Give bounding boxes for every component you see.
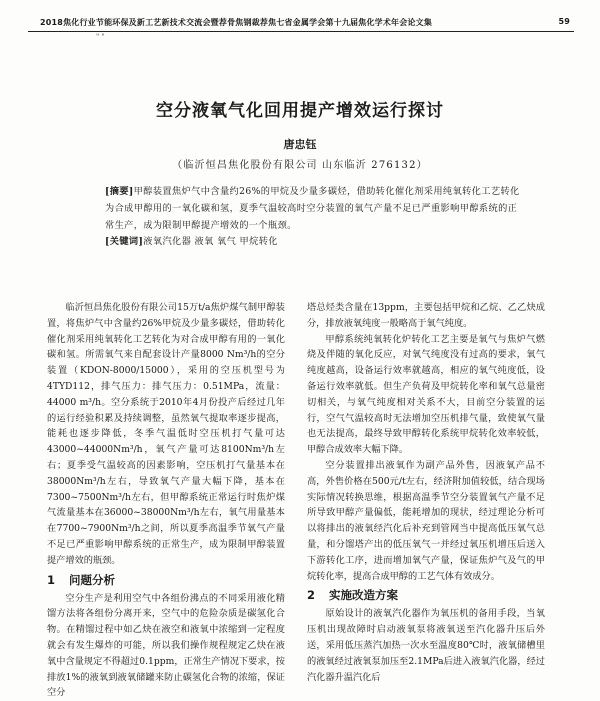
retrofit-paragraph: 原始设计的液氧汽化器作为氧压机的备用手段，当氧压机出现故障时启动液氧泵将液氧送至汽化器升压后外送，采用低压蒸汽加热一次水至温度80℃时，液氧储槽里的液氧经过液氧泵加压至2.1MPa后进入液氧汽化器，经过汽化器升温汽化后 (307, 608, 545, 683)
methanol-process-paragraph: 甲醇系统纯氧转化炉转化工艺主要是氧气与焦炉气燃烧及伴随的氧化反应，对氧气纯度没有过高的要求，氧气纯度越高，设备运行效率就越高，相应的氧气纯度低，设备运行效率就低。但生产负荷及甲烷转化率和氧气总量密切相关，与氧气纯度相对关系不大，目前空分装置的运行，空气气温较高时无法增加空压机排气量，致使氧气量也无法提高，最终导致甲醇转化系统甲烷转化效率较低，甲醇合成效率大幅下降。 (307, 333, 545, 456)
section-2-title: 实施改造方案 (329, 588, 398, 603)
keywords-text: 液氧汽化器 液氧 氧气 甲烷转化 (143, 236, 278, 248)
keywords-label: [关键词] (105, 236, 144, 248)
abstract-block (105, 184, 523, 251)
left-column (47, 300, 285, 701)
running-title: 2018焦化行业节能环保及新工艺新技术交流会暨荐骨焦钢裁荐焦七省金属学会第十九届焦化学术年会论文集 (40, 18, 433, 27)
section-2-heading (307, 586, 545, 604)
running-header (40, 17, 570, 28)
section-2-number: 2 (307, 588, 316, 603)
header-rule (28, 31, 574, 32)
author-affiliation: （临沂恒昌焦化股份有限公司 山东临沂 276132） (172, 160, 428, 171)
problem-analysis-paragraph: 空分生产是利用空气中各组份沸点的不同采用液化精馏方法将各组份分离开来，空气中的危险杂质是碳氢化合物。在精馏过程中如乙炔在液空和液氧中浓缩到一定程度就会有发生爆炸的可能，所以我们操作规程规定乙炔在液氧中含量规定不得超过0.1ppm，正常生产情况下要求，按排放1%的液氧到液氧储罐来防止碳氢化合物的浓缩，保证空分 (47, 592, 285, 699)
article-title: 空分液氧气化回用提产增效运行探讨 (156, 101, 444, 121)
section-1-heading (47, 571, 285, 589)
header-corner-mark: " " (96, 33, 105, 41)
liquid-oxygen-paragraph: 空分装置排出液氧作为副产品外售，因液氧产品不高，外售价格在500元/t左右，经济附加值较低，结合现场实际情况转换思维，根据高温季节空分装置氧气产量不足所导致甲醇产量偏低，能耗增加的现状，经过理论分析可以将排出的液氧经汽化后补充到管网当中提高低压氧气总量，和分馏塔产出的低压氧气一并经过氧压机增压后送入下游转化工序，进而增加氧气产量，保证焦炉气及气的甲烷转化率，提高合成甲醇的工艺气体有效成分。 (307, 459, 545, 582)
keywords-paragraph (105, 234, 523, 251)
abstract-paragraph (105, 184, 523, 234)
right-column (307, 300, 545, 685)
page-number: 59 (558, 17, 570, 26)
section-1-number: 1 (47, 572, 56, 587)
section-1-title: 问题分析 (69, 572, 115, 587)
intro-paragraph: 临沂恒昌焦化股份有限公司15万t/a焦炉煤气制甲醇装置，将焦炉气中含量约26%甲烷及少量多碳烃，借助转化催化剂采用纯氧转化工艺转化为对合成甲醇有用的一氧化碳和氢。所需氧气来自配套设计产量8000 Nm³/h的空分装置（KDON-8000/15000），采用的空压机型号为4TYD112，排气压力：排气压力：0.51MPa，流量：44000 m³/h。空分系统于2010年4月份投产后经过几年的运行经验积累及持续调整，虽然氧气提取率逐步提高，能耗也逐步降低，冬季气温低时空压机打气量可达43000~44000Nm³/h，氧气产量可达8100Nm³/h左右；夏季受气温较高的因素影响，空压机打气量基本在38000Nm³/h左右，导致氧气产量大幅下降，基本在7300~7500Nm³/h左右，但甲醇系统正常运行时焦炉煤气流量基本在36000~38000Nm³/h左右，氧气用量基本在7700~7900Nm³/h之间，所以夏季高温季节氧气产量不足已严重影响甲醇系统的正常生产，成为限制甲醇装置提产增效的瓶颈。 (47, 302, 285, 566)
author-name: 唐忠钰 (283, 138, 317, 151)
continued-paragraph: 塔总烃类含量在13ppm，主要包括甲烷和乙烷、乙乙炔成分，排放液氧纯度一般略高于氧气纯度。 (307, 302, 545, 329)
abstract-text: 甲醇装置焦炉气中含量约26%的甲烷及少量多碳烃，借助转化催化剂采用纯氧转化工艺转化为合成甲醇用的一氧化碳和氢，夏季气温较高时空分装置的氧气产量不足已严重影响甲醇系统的正常生产，成为限制甲醇提产增效的一个瓶颈。 (105, 186, 520, 231)
abstract-label: [摘要] (105, 186, 134, 197)
